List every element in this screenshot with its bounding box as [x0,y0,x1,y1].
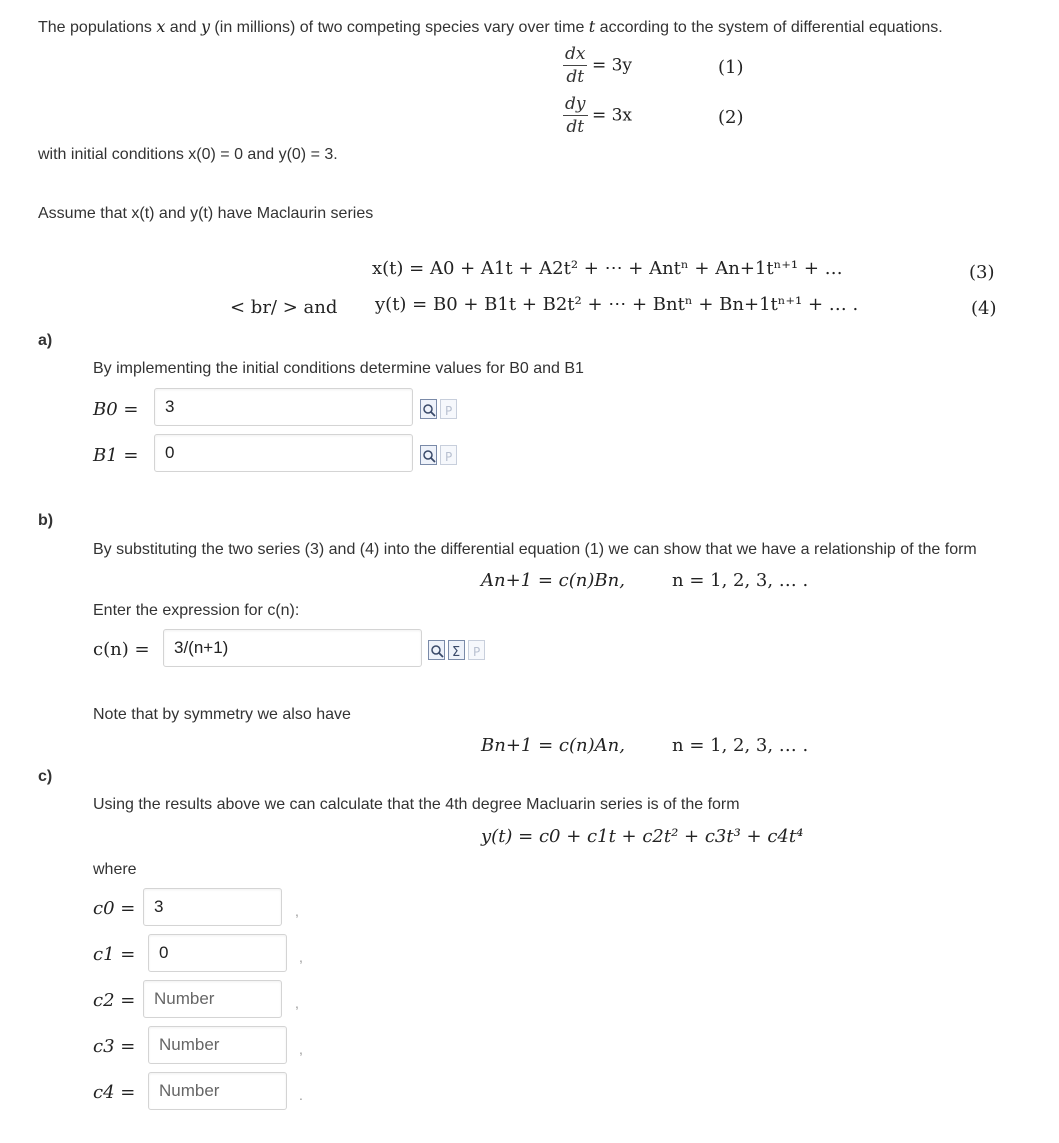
separator: , [299,1041,303,1057]
intro-text: The populations x and y (in millions) of two competing species vary over time t according to the system of differential equations. [38,17,943,36]
b1-input[interactable]: 0 [154,434,413,472]
br-and-text: < br/ > and [230,297,338,318]
document-icon[interactable] [440,399,457,419]
c0-input[interactable]: 3 [143,888,282,926]
eq1-denominator: dt [566,67,585,87]
document-icon[interactable] [468,640,485,660]
c1-label: c1 = [93,944,136,965]
eq1-rhs: = 3y [591,55,633,76]
series-x: x(t) = A0 + A1t + A2t² + ⋯ + Antⁿ + An+1tⁿ⁺¹ + … [372,258,843,279]
cn-icons [428,640,485,662]
c2-label: c2 = [93,990,136,1011]
cn-input[interactable]: 3/(n+1) [163,629,422,667]
eq2-rhs: = 3x [591,105,633,126]
relation-b-range: n = 1, 2, 3, … . [672,735,809,756]
part-c-label: c) [38,768,53,785]
svg-text:P: P [445,450,453,464]
c4-input[interactable]: Number [148,1072,287,1110]
separator: , [295,995,299,1011]
c3-input[interactable]: Number [148,1026,287,1064]
preview-icon[interactable] [420,399,437,419]
c0-label: c0 = [93,898,136,919]
b1-icons [420,445,457,467]
svg-text:Σ: Σ [452,645,461,660]
document-icon[interactable] [440,445,457,465]
c2-input[interactable]: Number [143,980,282,1018]
symmetry-text: Note that by symmetry we also have [93,706,351,723]
eq1-numerator: dx [565,44,586,64]
preview-icon[interactable] [420,445,437,465]
b0-icons [420,399,457,421]
sigma-icon[interactable] [448,640,465,660]
series-y: y(t) = B0 + B1t + B2t² + ⋯ + Bntⁿ + Bn+1tⁿ⁺¹ + … . [375,294,859,315]
b0-input[interactable]: 3 [154,388,413,426]
c4-label: c4 = [93,1082,136,1103]
separator: . [299,1087,303,1103]
part-c-prompt: Using the results above we can calculate that the 4th degree Macluarin series is of the form [93,796,740,813]
where-text: where [93,861,137,878]
relation-a-range: n = 1, 2, 3, … . [672,570,809,591]
enter-expression-text: Enter the expression for c(n): [93,602,300,619]
separator: , [295,903,299,919]
separator: , [299,949,303,965]
equation-1 [563,44,632,87]
part-b-label: b) [38,512,54,529]
eq2-numerator: dy [565,94,586,114]
cn-label: c(n) = [93,639,150,660]
relation-a: An+1 = c(n)Bn, [481,570,625,591]
part-a-prompt: By implementing the initial conditions determine values for B0 and B1 [93,360,584,377]
equation-2 [563,94,632,137]
part-a-label: a) [38,332,53,349]
eq2-tag: (2) [718,107,744,128]
c1-input[interactable]: 0 [148,934,287,972]
series-y-tag: (4) [971,298,997,319]
assume-text: Assume that x(t) and y(t) have Maclaurin series [38,205,374,222]
relation-b: Bn+1 = c(n)An, [481,735,625,756]
eq2-denominator: dt [566,117,585,137]
part-b-prompt: By substituting the two series (3) and (4) into the differential equation (1) we can show that we have a relationship of the form [93,541,977,558]
part-c-series: y(t) = c0 + c1t + c2t² + c3t³ + c4t⁴ [481,826,804,847]
c3-label: c3 = [93,1036,136,1057]
svg-text:P: P [473,645,481,659]
preview-icon[interactable] [428,640,445,660]
series-x-tag: (3) [969,262,995,283]
eq1-tag: (1) [718,57,744,78]
svg-text:P: P [445,404,453,418]
initial-conditions: with initial conditions x(0) = 0 and y(0) = 3. [38,146,338,163]
b0-label: B0 = [93,399,139,420]
b1-label: B1 = [93,445,139,466]
